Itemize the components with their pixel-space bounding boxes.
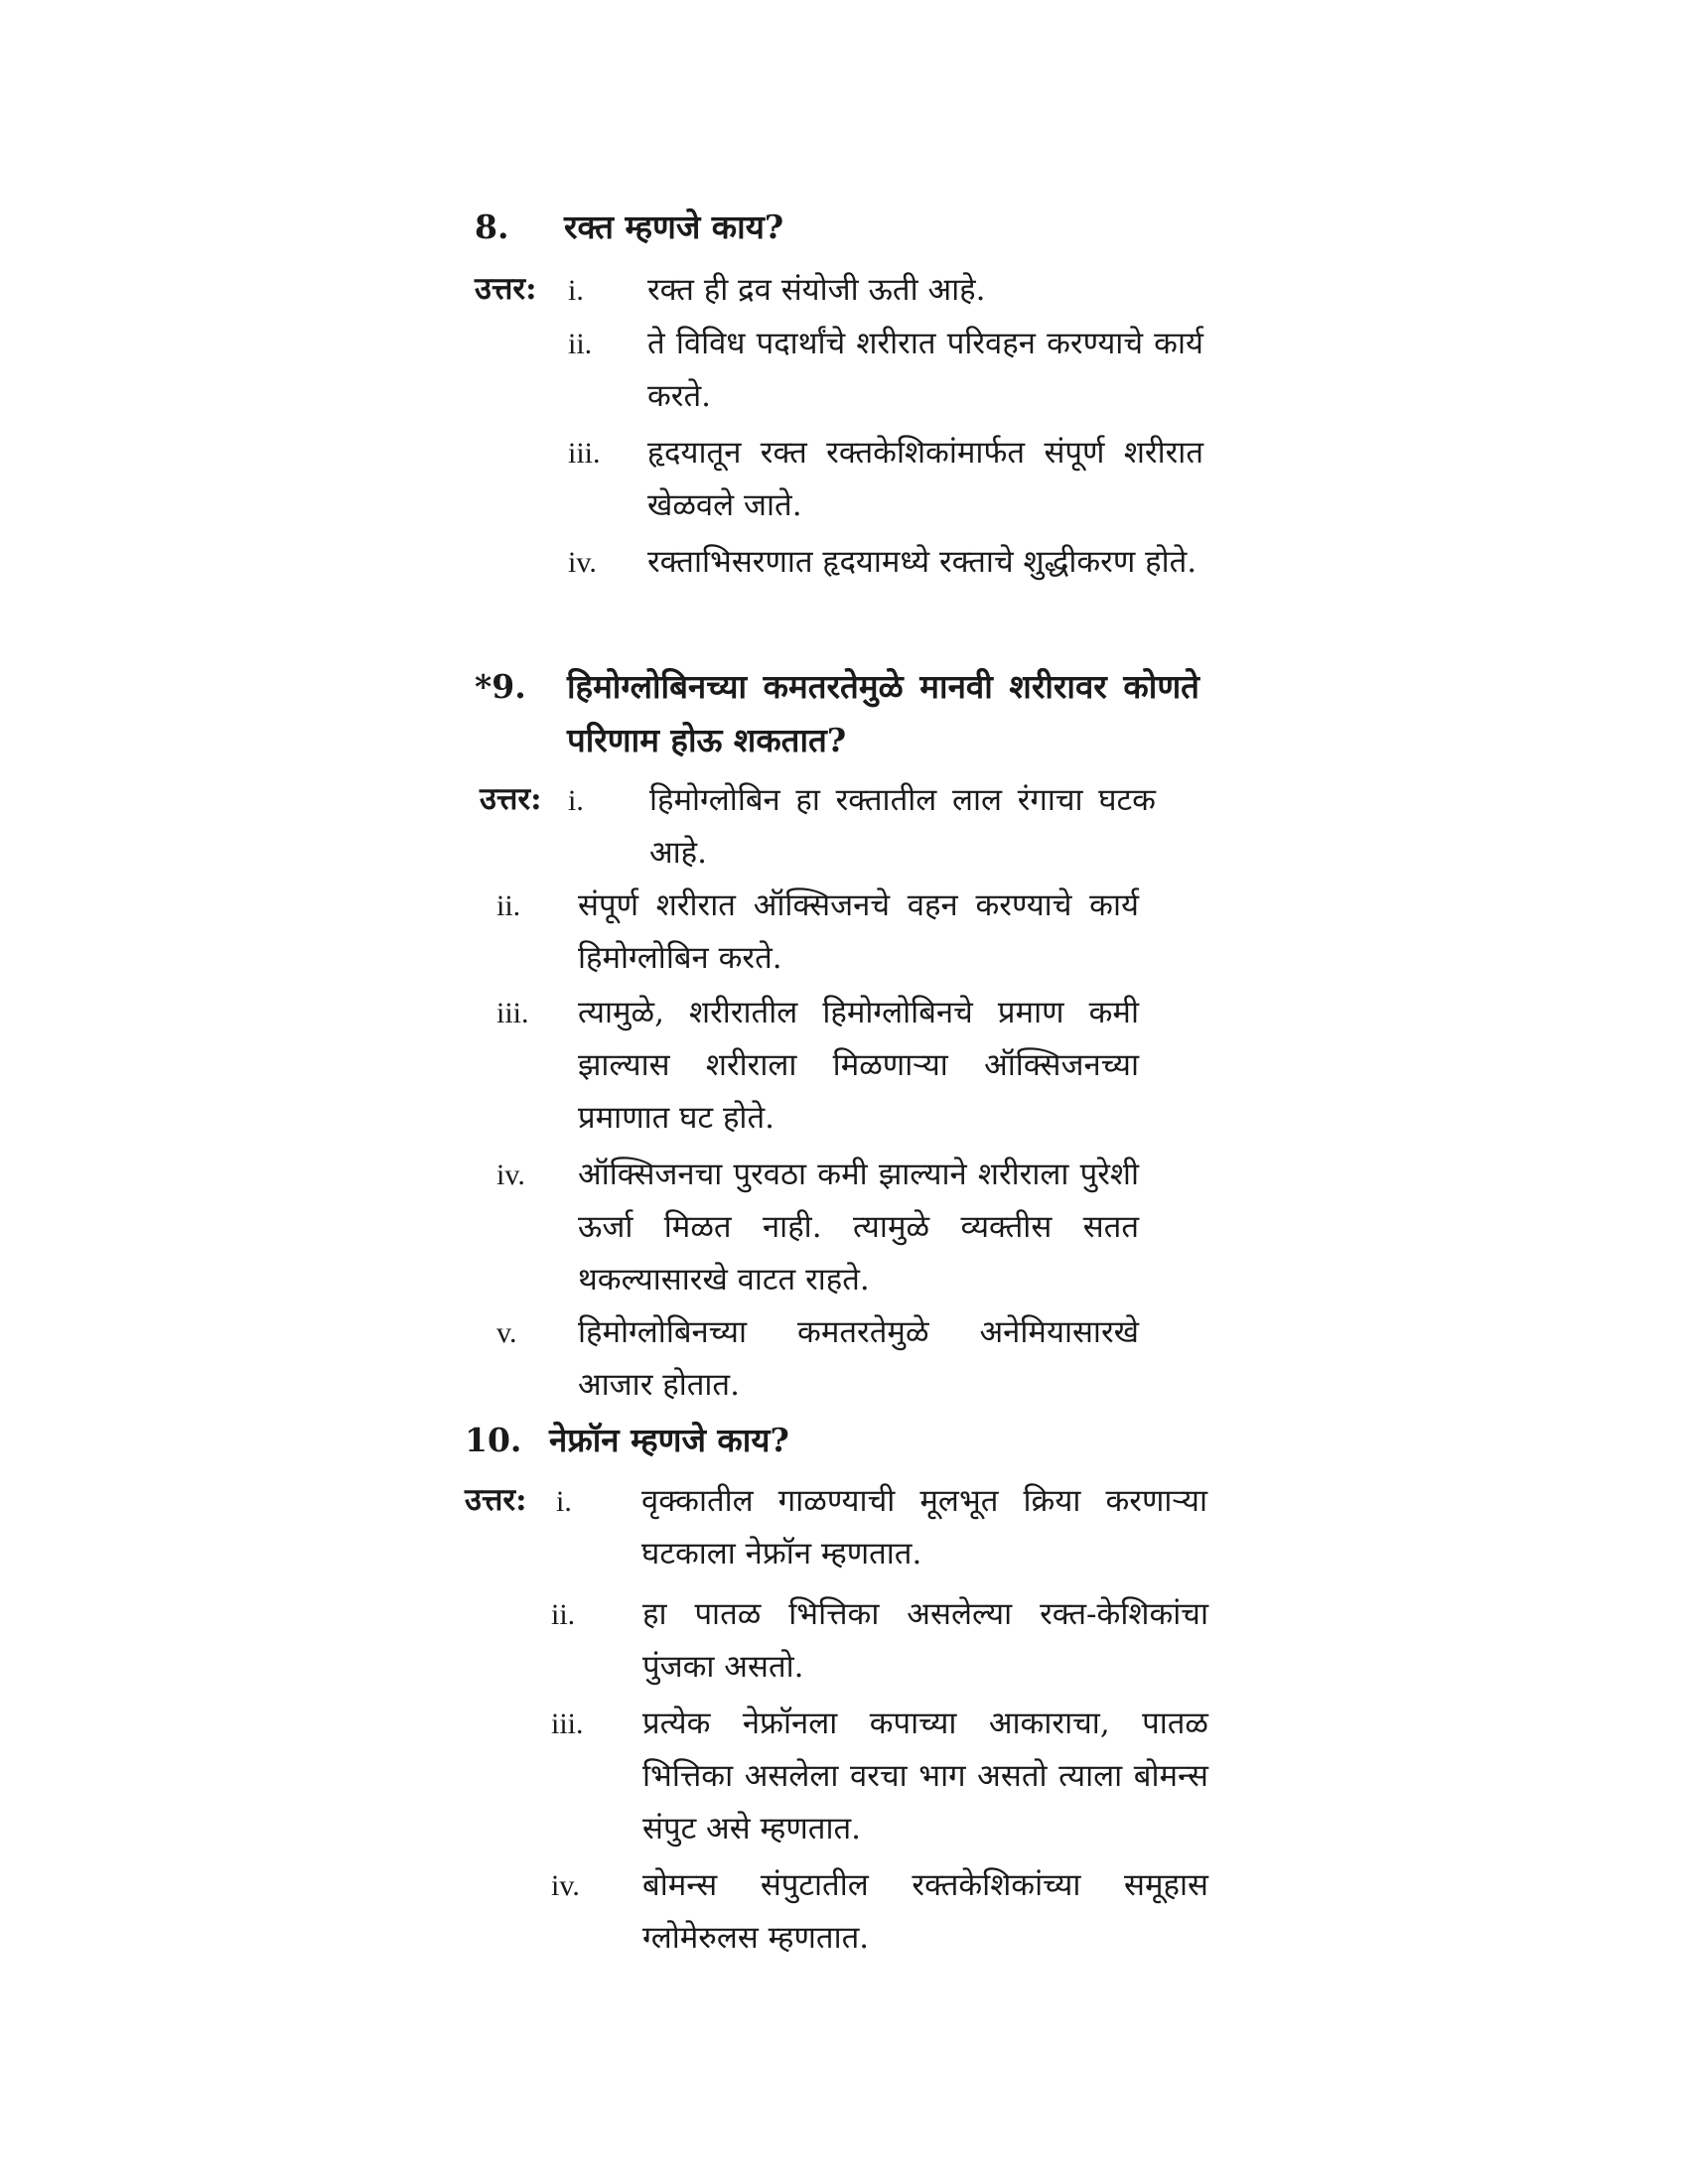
answer-point	[568, 427, 1213, 536]
question-number: 8.	[475, 207, 509, 246]
point-numeral: iii.	[551, 1707, 584, 1740]
question-text: हिमोग्लोबिनच्या कमतरतेमुळे मानवी शरीरावर कोणते परिणाम होऊ शकतात?	[567, 667, 1199, 759]
question-10	[465, 1414, 1199, 1473]
point-text: बोमन्स संपुटातील रक्तकेशिकांच्या समूहास ग्लोमेरुलस म्हणतात.	[642, 1867, 1208, 1956]
point-numeral: iv.	[551, 1869, 580, 1902]
point-numeral: iii.	[496, 997, 529, 1029]
answer-point	[551, 1859, 1216, 1971]
answer-label: उत्तर:	[465, 1482, 527, 1518]
point-text: वृक्कातील गाळण्याची मूलभूत क्रिया करणाऱ्या घटकाला नेफ्रॉन म्हणतात.	[641, 1483, 1207, 1571]
answer-point	[496, 880, 1172, 989]
point-text: हिमोग्लोबिनच्या कमतरतेमुळे अनेमियासारखे आजार होतात.	[578, 1314, 1139, 1403]
point-text: हृदयातून रक्त रक्तकेशिकांमार्फत संपूर्ण शरीरात खेळवले जाते.	[647, 435, 1203, 523]
question-9	[475, 660, 1209, 769]
point-numeral: i.	[556, 1485, 572, 1518]
question-text: नेफ्रॉन म्हणजे काय?	[549, 1421, 789, 1459]
point-text: रक्त ही द्रव संयोजी ऊती आहे.	[647, 272, 986, 308]
answer-point	[496, 1149, 1172, 1312]
point-text: हिमोग्लोबिन हा रक्तातील लाल रंगाचा घटक आहे.	[649, 782, 1156, 871]
point-numeral: i.	[568, 274, 584, 307]
point-numeral: v.	[496, 1316, 517, 1349]
question-8	[475, 201, 1209, 260]
point-text: हा पातळ भित्तिका असलेल्या रक्त-केशिकांचा पुंजका असतो.	[642, 1596, 1208, 1685]
point-text: प्रत्येक नेफ्रॉनला कपाच्या आकाराचा, पातळ भित्तिका असलेला वरचा भाग असतो त्याला बोमन्स संपुट असे म्हणतात.	[642, 1706, 1208, 1846]
question-number: 10.	[465, 1421, 522, 1459]
question-text: रक्त म्हणजे काय?	[564, 207, 784, 246]
point-text: ऑक्सिजनचा पुरवठा कमी झाल्याने शरीराला पुरेशी ऊर्जा मिळत नाही. त्यामुळे व्यक्तीस सतत थकल्यासारखे वाटत राहते.	[578, 1157, 1139, 1297]
answer-point	[556, 1475, 1216, 1586]
point-numeral: iv.	[496, 1159, 525, 1191]
point-numeral: iv.	[568, 546, 597, 579]
point-text: त्यामुळे, शरीरातील हिमोग्लोबिनचे प्रमाण कमी झाल्यास शरीराला मिळणाऱ्या ऑक्सिजनच्या प्रमाणात घट होते.	[578, 995, 1139, 1136]
answer-point	[568, 318, 1213, 427]
answer-point	[568, 536, 1213, 645]
answer-point	[551, 1588, 1216, 1700]
point-numeral: i.	[568, 784, 584, 817]
point-numeral: ii.	[568, 328, 593, 360]
answer-label: उत्तर:	[475, 271, 537, 307]
answer-point	[496, 1306, 1172, 1416]
answer-point	[496, 987, 1172, 1151]
question-number: *9.	[475, 667, 526, 706]
answer-point	[551, 1698, 1216, 1861]
point-text: संपूर्ण शरीरात ऑक्सिजनचे वहन करण्याचे कार्य हिमोग्लोबिन करते.	[578, 887, 1139, 976]
answer-point	[568, 774, 1164, 884]
answer-label: उत्तर:	[480, 781, 542, 817]
point-numeral: iii.	[568, 437, 601, 470]
point-text: रक्ताभिसरणात हृदयामध्ये रक्ताचे शुद्धीकरण होते.	[647, 544, 1197, 580]
point-text: ते विविध पदार्थांचे शरीरात परिवहन करण्याचे कार्य करते.	[647, 326, 1203, 414]
point-numeral: ii.	[496, 889, 521, 922]
answer-point	[568, 264, 1213, 320]
point-numeral: ii.	[551, 1598, 576, 1631]
